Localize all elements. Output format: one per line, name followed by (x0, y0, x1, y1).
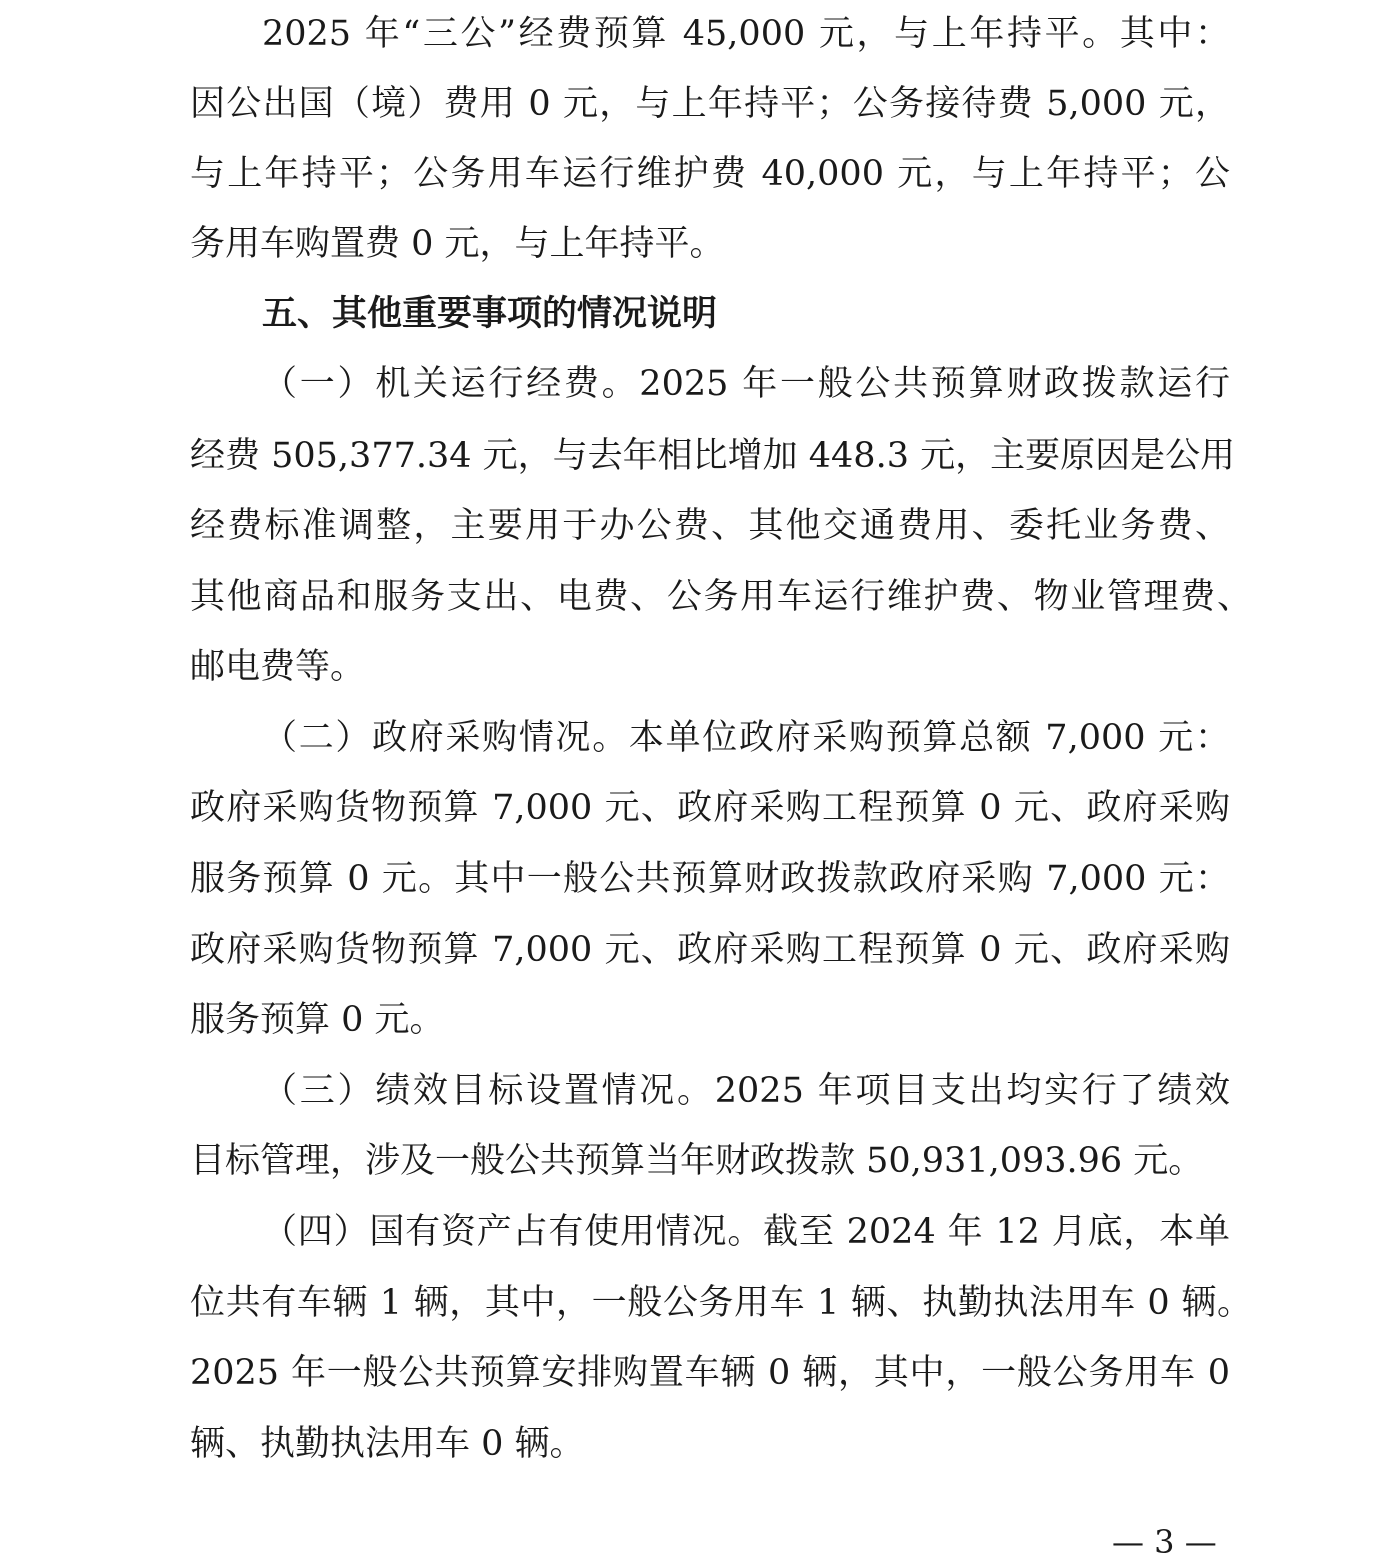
paragraph-line: 邮电费等。 (190, 647, 366, 687)
paragraph-line: 其他商品和服务支出、电费、公务用车运行维护费、物业管理费、 (190, 577, 1252, 617)
paragraph-line: 目标管理，涉及一般公共预算当年财政拨款 50,931,093.96 元。 (190, 1141, 1204, 1181)
paragraph-line: 经费 505,377.34 元，与去年相比增加 448.3 元，主要原因是公用 (190, 436, 1236, 476)
paragraph-line: 辆、执勤执法用车 0 辆。 (190, 1424, 585, 1464)
paragraph-line: 务用车购置费 0 元，与上年持平。 (190, 224, 725, 264)
paragraph-line: 政府采购货物预算 7,000 元、政府采购工程预算 0 元、政府采购 (190, 788, 1230, 828)
paragraph-line: 因公出国（境）费用 0 元，与上年持平；公务接待费 5,000 元， (190, 84, 1230, 124)
paragraph-line: 2025 年一般公共预算安排购置车辆 0 辆，其中，一般公务用车 0 (190, 1353, 1230, 1393)
paragraph-line: 政府采购货物预算 7,000 元、政府采购工程预算 0 元、政府采购 (190, 930, 1230, 970)
paragraph-line: 经费标准调整，主要用于办公费、其他交通费用、委托业务费、 (190, 506, 1230, 546)
paragraph-line: 与上年持平；公务用车运行维护费 40,000 元，与上年持平；公 (190, 154, 1230, 194)
paragraph-line: （二）政府采购情况。本单位政府采购预算总额 7,000 元： (262, 718, 1230, 758)
paragraph-line: （一）机关运行经费。2025 年一般公共预算财政拨款运行 (262, 364, 1230, 404)
paragraph-line: （四）国有资产占有使用情况。截至 2024 年 12 月底，本单 (262, 1212, 1230, 1252)
paragraph-line: 服务预算 0 元。其中一般公共预算财政拨款政府采购 7,000 元： (190, 859, 1230, 899)
paragraph-line: 位共有车辆 1 辆，其中，一般公务用车 1 辆、执勤执法用车 0 辆。 (190, 1283, 1252, 1323)
paragraph-line: 服务预算 0 元。 (190, 1000, 445, 1040)
page-number: — 3 — (1112, 1523, 1217, 1561)
paragraph-line: 2025 年“三公”经费预算 45,000 元，与上年持平。其中： (262, 14, 1230, 54)
paragraph-line: （三）绩效目标设置情况。2025 年项目支出均实行了绩效 (262, 1071, 1230, 1111)
section-heading: 五、其他重要事项的情况说明 (262, 294, 718, 334)
